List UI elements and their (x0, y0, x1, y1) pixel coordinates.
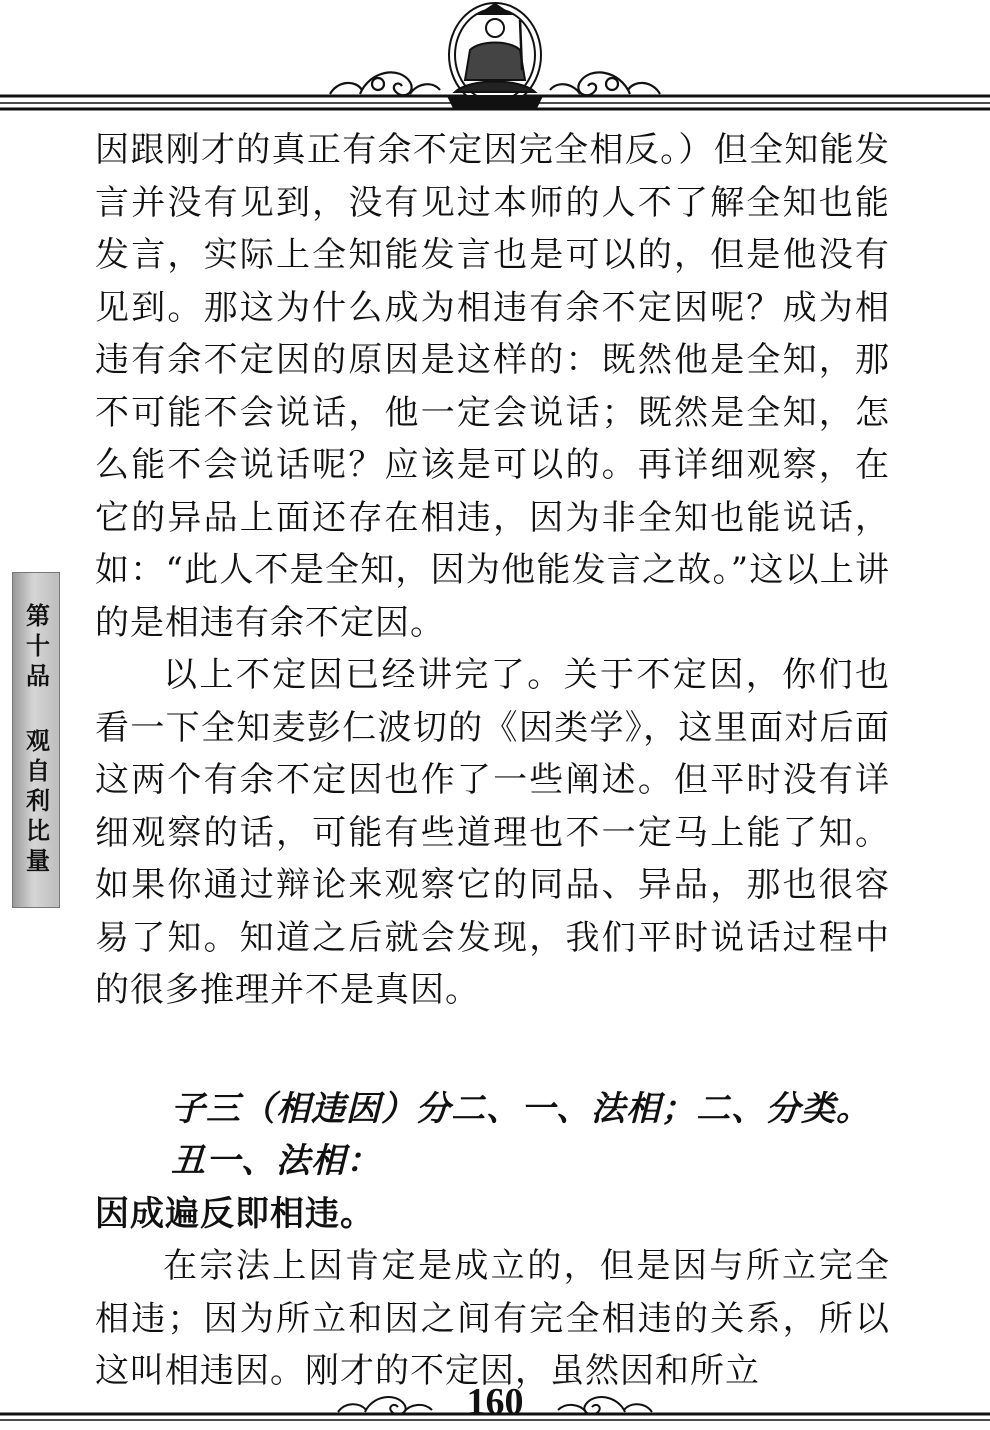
header-rule-graphic (0, 0, 990, 120)
paragraph: 因跟刚才的真正有余不定因完全相反。）但全知能发言并没有见到，没有见过本师的人不了解全知也能发言，实际上全知能发言也是可以的，但是他没有见到。那这为什么成为相违有余不定因呢？成为相违有余不定因的原因是这样的：既然他是全知，那不可能不会说话，他一定会说话；既然是全知，怎么能不会说话呢？应该是可以的。再详细观察，在它的异品上面还存在相违，因为非全知也能说话，如：“此人不是全知，因为他能发言之故。”这以上讲的是相违有余不定因。 (95, 130, 890, 643)
section-gap (95, 1017, 890, 1083)
chapter-side-tab (12, 572, 60, 908)
outline-subheading: 丑一、法相： (171, 1141, 381, 1181)
header-ornament (0, 0, 990, 120)
right-cloud-icon (550, 72, 660, 95)
left-cloud-icon (330, 72, 440, 95)
outline-heading: 子三（相违因）分二、一、法相；二、分类。 (171, 1088, 871, 1129)
commentary-paragraph: 在宗法上因肯定是成立的，但是因与所立完全相违；因为所立和因之间有完全相违的关系，所以这叫相违因。刚才的不定因，虽然因和所立 (95, 1246, 890, 1391)
root-verse: 因成遍反即相违。 (95, 1193, 375, 1234)
page-body (95, 124, 890, 1398)
footer-left-cloud-icon (338, 1397, 432, 1414)
footer-right-cloud-icon (558, 1397, 652, 1414)
deity-figure-icon (448, 3, 542, 108)
page-number: 160 (466, 1381, 524, 1423)
paragraph: 以上不定因已经讲完了。关于不定因，你们也看一下全知麦彭仁波切的《因类学》，这里面对后面这两个有余不定因也作了一些阐述。但平时没有详细观察的话，可能有些道理也不一定马上能了知。如果你通过辩论来观察它的同品、异品，那也很容易了知。知道之后就会发现，我们平时说话过程中的很多推理并不是真因。 (95, 655, 890, 1010)
chapter-tab-label: 第十品 观自利比量 (21, 602, 51, 878)
